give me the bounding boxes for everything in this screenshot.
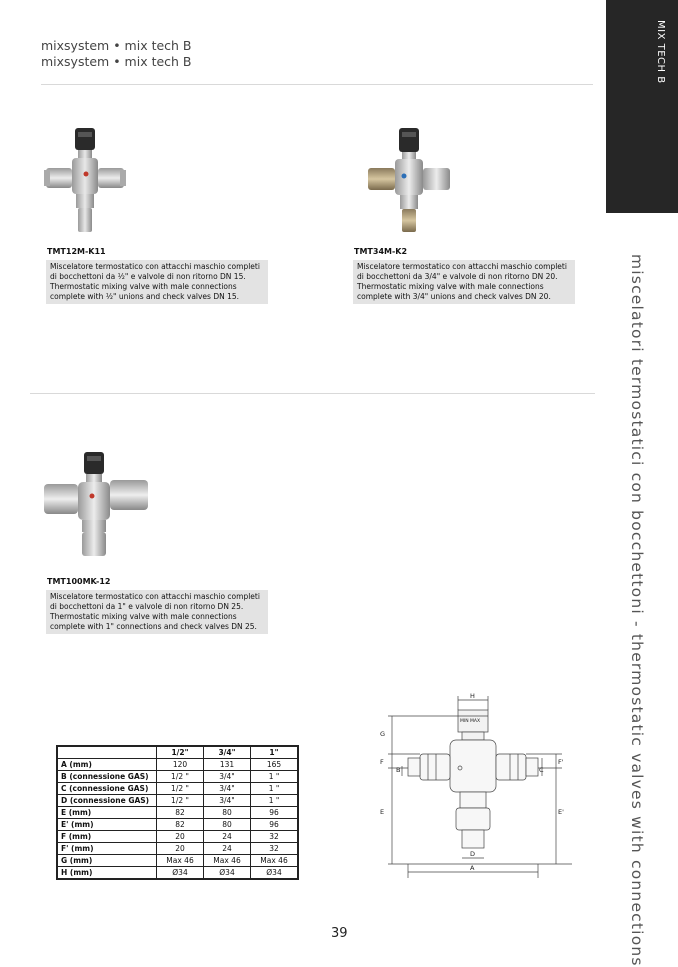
table-header-cell bbox=[57, 746, 157, 759]
table-cell: Ø34 bbox=[157, 867, 204, 880]
dim-label-g: G bbox=[380, 730, 386, 738]
table-row bbox=[57, 807, 298, 819]
dim-label-a: A bbox=[470, 864, 475, 872]
desc-line: complete with 1" connections and check valves DN 25. bbox=[50, 622, 257, 631]
desc-line: di bocchettoni da ½" e valvole di non ritorno DN 15. bbox=[50, 272, 246, 281]
table-cell: 3/4" bbox=[204, 795, 251, 807]
page-header bbox=[41, 38, 192, 70]
desc-line: Miscelatore termostatico con attacchi maschio completi bbox=[50, 592, 260, 601]
table-row bbox=[57, 783, 298, 795]
table-cell: 1 " bbox=[251, 783, 299, 795]
table-cell: 3/4" bbox=[204, 771, 251, 783]
product-description-2 bbox=[353, 260, 575, 304]
table-row-label: F (mm) bbox=[57, 831, 157, 843]
table-cell: Max 46 bbox=[251, 855, 299, 867]
dim-label-d: D bbox=[470, 850, 476, 858]
table-cell: Max 46 bbox=[204, 855, 251, 867]
header-line-1: mixsystem • mix tech B bbox=[41, 38, 192, 53]
table-header-cell: 3/4" bbox=[204, 746, 251, 759]
desc-line: di bocchettoni da 3/4" e valvole di non ritorno DN 20. bbox=[357, 272, 558, 281]
desc-line: di bocchettoni da 1" e valvole di non ritorno DN 25. bbox=[50, 602, 244, 611]
product-image-tmt12m bbox=[42, 124, 128, 236]
product-description-3 bbox=[46, 590, 268, 634]
dim-label-e: E bbox=[380, 808, 385, 816]
table-cell: 20 bbox=[157, 831, 204, 843]
table-cell: 82 bbox=[157, 807, 204, 819]
table-row-label: A (mm) bbox=[57, 759, 157, 771]
knob-marks: MIN MAX bbox=[460, 719, 481, 724]
dim-label-h: H bbox=[470, 692, 475, 700]
table-cell: 120 bbox=[157, 759, 204, 771]
product-code-2: TMT34M-K2 bbox=[354, 247, 408, 256]
technical-drawing bbox=[372, 688, 572, 880]
section-tab-label: MIX TECH B bbox=[655, 20, 666, 84]
table-cell: 1/2 " bbox=[157, 783, 204, 795]
table-row-label: H (mm) bbox=[57, 867, 157, 880]
dim-label-c: C bbox=[539, 766, 544, 774]
table-row-label: D (connessione GAS) bbox=[57, 795, 157, 807]
header-line-2: mixsystem • mix tech B bbox=[41, 54, 192, 69]
table-row bbox=[57, 795, 298, 807]
table-header-cell: 1/2" bbox=[157, 746, 204, 759]
dim-label-f: F bbox=[380, 758, 384, 766]
table-cell: 165 bbox=[251, 759, 299, 771]
page-number: 39 bbox=[331, 926, 348, 941]
dim-label-f-prime: F' bbox=[558, 758, 564, 766]
section-divider bbox=[30, 393, 595, 394]
table-cell: 1 " bbox=[251, 795, 299, 807]
desc-line: Thermostatic mixing valve with male connections bbox=[357, 282, 544, 291]
table-row bbox=[57, 831, 298, 843]
desc-line: complete with 3/4" unions and check valves DN 20. bbox=[357, 292, 551, 301]
table-cell: 82 bbox=[157, 819, 204, 831]
table-row-label: B (connessione GAS) bbox=[57, 771, 157, 783]
dim-label-b: B bbox=[396, 766, 401, 774]
product-code-1: TMT12M-K11 bbox=[47, 247, 106, 256]
table-cell: 1 " bbox=[251, 771, 299, 783]
table-row-label: E' (mm) bbox=[57, 819, 157, 831]
table-cell: 32 bbox=[251, 843, 299, 855]
desc-line: Miscelatore termostatico con attacchi maschio completi bbox=[50, 262, 260, 271]
desc-line: complete with ½" unions and check valves DN 15. bbox=[50, 292, 240, 301]
table-row bbox=[57, 843, 298, 855]
table-row-label: G (mm) bbox=[57, 855, 157, 867]
table-row-label: F' (mm) bbox=[57, 843, 157, 855]
header-divider bbox=[41, 84, 593, 85]
product-image-tmt100mk bbox=[42, 450, 152, 558]
table-cell: Ø34 bbox=[204, 867, 251, 880]
table-header-cell: 1" bbox=[251, 746, 299, 759]
desc-line: Thermostatic mixing valve with male connections bbox=[50, 282, 237, 291]
product-image-tmt34m bbox=[364, 124, 454, 236]
table-cell: 24 bbox=[204, 831, 251, 843]
product-description-1 bbox=[46, 260, 268, 304]
product-code-3: TMT100MK-12 bbox=[47, 577, 111, 586]
table-cell: 96 bbox=[251, 807, 299, 819]
table-cell: 131 bbox=[204, 759, 251, 771]
table-cell: 96 bbox=[251, 819, 299, 831]
section-side-title: miscelatori termostatici con bocchettoni - thermostatic valves with connections bbox=[628, 254, 646, 967]
table-cell: 24 bbox=[204, 843, 251, 855]
desc-line: Miscelatore termostatico con attacchi maschio completi bbox=[357, 262, 567, 271]
dim-label-e-prime: E' bbox=[558, 808, 564, 816]
dimensions-table bbox=[56, 745, 299, 880]
table-row bbox=[57, 759, 298, 771]
table-cell: 1/2 " bbox=[157, 771, 204, 783]
table-row bbox=[57, 855, 298, 867]
table-cell: Ø34 bbox=[251, 867, 299, 880]
table-row bbox=[57, 867, 298, 880]
table-cell: 32 bbox=[251, 831, 299, 843]
table-cell: 80 bbox=[204, 819, 251, 831]
table-row-label: C (connessione GAS) bbox=[57, 783, 157, 795]
table-header-row bbox=[57, 746, 298, 759]
table-cell: 80 bbox=[204, 807, 251, 819]
table-cell: 20 bbox=[157, 843, 204, 855]
table-row bbox=[57, 771, 298, 783]
table-row-label: E (mm) bbox=[57, 807, 157, 819]
table-cell: 1/2 " bbox=[157, 795, 204, 807]
table-cell: Max 46 bbox=[157, 855, 204, 867]
table-row bbox=[57, 819, 298, 831]
desc-line: Thermostatic mixing valve with male connections bbox=[50, 612, 237, 621]
table-cell: 3/4" bbox=[204, 783, 251, 795]
